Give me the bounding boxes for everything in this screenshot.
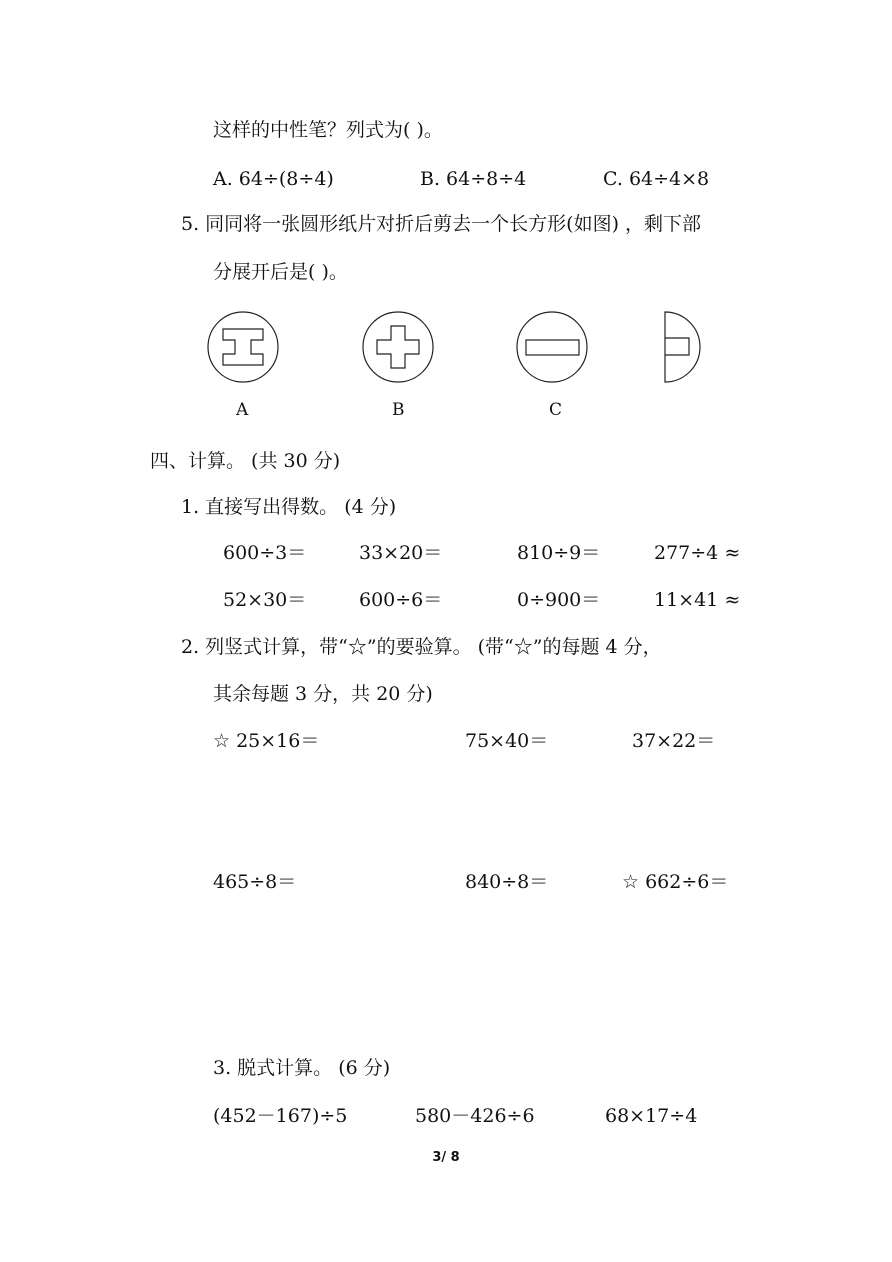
page-number: 3/ 8 xyxy=(432,1150,460,1165)
q5-figure-b xyxy=(358,307,438,387)
s4-q2-item: ☆ 662÷6＝ xyxy=(622,871,729,893)
s4-q1-item: 52×30＝ xyxy=(223,589,307,611)
q4-continuation-line: 这样的中性笔？列式为( )。 xyxy=(213,119,443,141)
s4-q1-item: 11×41 ≈ xyxy=(654,589,741,611)
s4-q1-title: 1. 直接写出得数。 (4 分) xyxy=(181,496,397,518)
q5-question-line1: 5. 同同将一张圆形纸片对折后剪去一个长方形(如图) ，剩下部 xyxy=(181,213,702,235)
s4-q3-item: (452－167)÷5 xyxy=(213,1105,348,1127)
s4-q1-item: 277÷4 ≈ xyxy=(654,542,741,564)
q4-option-a: A. 64÷(8÷4) xyxy=(213,168,334,190)
s4-q3-item: 68×17÷4 xyxy=(605,1105,698,1127)
s4-q2-item: 465÷8＝ xyxy=(213,871,297,893)
s4-q3-item: 580－426÷6 xyxy=(415,1105,535,1127)
s4-q2-item: 75×40＝ xyxy=(465,730,549,752)
q5-folded-paper-figure xyxy=(660,307,710,387)
q5-label-a: A xyxy=(236,400,249,420)
s4-q2-line1: 2. 列竖式计算，带“☆”的要验算。 (带“☆”的每题 4 分， xyxy=(181,636,662,658)
q5-figure-c xyxy=(512,307,592,387)
s4-q2-item: 37×22＝ xyxy=(632,730,716,752)
q5-label-c: C xyxy=(549,400,563,420)
s4-q1-item: 0÷900＝ xyxy=(517,589,601,611)
s4-q1-item: 600÷3＝ xyxy=(223,542,307,564)
q4-option-b: B. 64÷8÷4 xyxy=(420,168,527,190)
s4-q2-line2: 其余每题 3 分，共 20 分) xyxy=(213,683,433,705)
s4-q3-title: 3. 脱式计算。 (6 分) xyxy=(213,1057,391,1079)
s4-q1-item: 33×20＝ xyxy=(359,542,443,564)
s4-q1-item: 600÷6＝ xyxy=(359,589,443,611)
s4-q2-item: ☆ 25×16＝ xyxy=(213,730,320,752)
section4-title: 四、计算。 (共 30 分) xyxy=(150,450,341,472)
s4-q2-item: 840÷8＝ xyxy=(465,871,549,893)
q5-label-b: B xyxy=(392,400,405,420)
q5-question-line2: 分展开后是( )。 xyxy=(213,261,348,283)
q5-figure-a xyxy=(203,307,283,387)
q4-option-c: C. 64÷4×8 xyxy=(603,168,710,190)
s4-q1-item: 810÷9＝ xyxy=(517,542,601,564)
